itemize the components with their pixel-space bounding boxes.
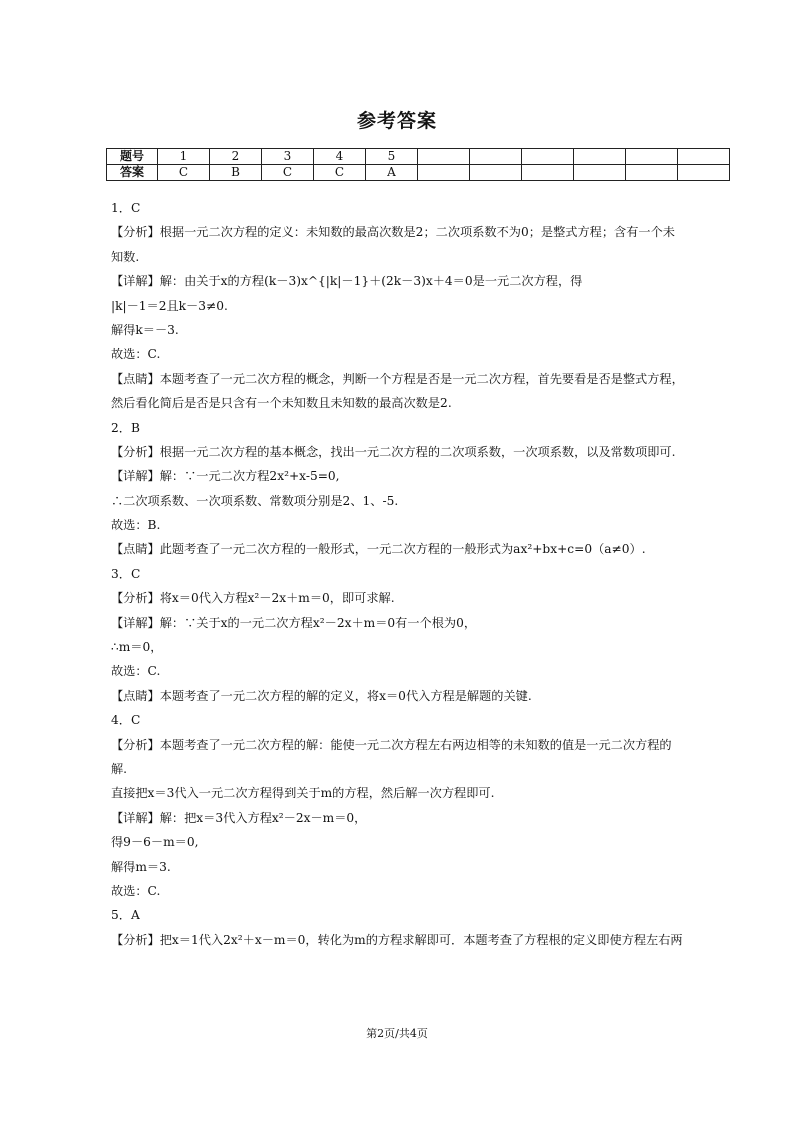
table-cell: 5 [366, 149, 418, 165]
table-header-cell: 题号 [107, 149, 158, 165]
text-line: 故选：C. [111, 883, 161, 898]
text-line: 故选：C. [111, 664, 161, 679]
text-line: 故选：B. [111, 518, 161, 533]
text-line: 解得k＝－3. [111, 322, 179, 337]
text-line: 直接把x＝3代入一元二次方程得到关于m的方程，然后解一次方程即可. [111, 786, 495, 801]
text-line: 【详解】解：由关于x的方程(k－3)x^{|k|－1}＋(2k－3)x＋4＝0是一元二次方程，得 [111, 274, 583, 289]
table-cell [626, 165, 678, 181]
text-line: 【点睛】本题考查了一元二次方程的概念，判断一个方程是否是一元二次方程，首先要看是否是整式方程， [111, 371, 684, 386]
answer-table [106, 148, 730, 181]
table-cell: C [262, 165, 314, 181]
text-line: |k|－1＝2且k－3≠0. [111, 298, 228, 313]
table-cell [522, 165, 574, 181]
text-line: 【详解】解：∵关于x的一元二次方程x²－2x＋m＝0有一个根为0， [111, 615, 477, 630]
text-line: 【点睛】本题考查了一元二次方程的解的定义，将x＝0代入方程是解题的关键. [111, 688, 532, 703]
table-cell: A [366, 165, 418, 181]
table-cell [418, 165, 470, 181]
text-line: 解得m＝3. [111, 859, 171, 874]
text-line: 5．A [111, 908, 140, 923]
text-line: 【详解】解：∵一元二次方程2x²+x-5=0, [111, 469, 340, 484]
table-cell: 3 [262, 149, 314, 165]
text-line: 【详解】解：把x＝3代入方程x²－2x－m＝0， [111, 810, 367, 825]
text-line: 1．C [111, 201, 141, 215]
text-line: 【分析】根据一元二次方程的基本概念，找出一元二次方程的二次项系数，一次项系数，以及常数项即可. [111, 444, 676, 459]
text-line: 然后看化简后是否是只含有一个未知数且未知数的最高次数是2. [111, 396, 452, 411]
text-line: 得9－6－m＝0, [111, 835, 199, 850]
text-line: 【分析】根据一元二次方程的定义：未知数的最高次数是2；二次项系数不为0；是整式方程；含有一个未 [111, 225, 675, 240]
table-cell: 1 [158, 149, 210, 165]
table-cell: C [158, 165, 210, 181]
text-line: 3．C [111, 566, 141, 581]
table-cell [470, 149, 522, 165]
table-cell [678, 165, 730, 181]
table-cell: 2 [210, 149, 262, 165]
table-header-cell: 答案 [107, 165, 158, 181]
text-line: 2．B [111, 420, 140, 435]
table-row-answers [107, 165, 730, 181]
page-title: 参考答案 [356, 110, 437, 132]
text-line: 【点睛】此题考查了一元二次方程的一般形式，一元二次方程的一般形式为ax²+bx+c=0（a≠0）. [111, 542, 646, 557]
page-footer: 第2页/共4页 [366, 1027, 428, 1040]
table-cell [626, 149, 678, 165]
table-cell: C [314, 165, 366, 181]
text-line: 【分析】将x＝0代入方程x²－2x＋m＝0，即可求解. [111, 591, 395, 606]
text-line: 【分析】把x＝1代入2x²＋x－m＝0，转化为m的方程求解即可．本题考查了方程根的定义即使方程左右两 [111, 932, 683, 947]
text-line: ∴m＝0， [111, 640, 163, 655]
text-line: 4．C [111, 713, 141, 728]
table-cell: 4 [314, 149, 366, 165]
table-cell [522, 149, 574, 165]
table-row-numbers [107, 149, 730, 165]
table-cell [574, 149, 626, 165]
table-cell [574, 165, 626, 181]
text-line: 故选：C. [111, 347, 161, 362]
text-line: 解. [111, 761, 128, 776]
table-cell [418, 149, 470, 165]
solution-text [111, 196, 689, 952]
table-cell: B [210, 165, 262, 181]
text-line: 知数. [111, 249, 140, 264]
table-cell [470, 165, 522, 181]
text-line: 【分析】本题考查了一元二次方程的解：能使一元二次方程左右两边相等的未知数的值是一元二次方程的 [111, 737, 672, 752]
table-cell [678, 149, 730, 165]
text-line: ∴二次项系数、一次项系数、常数项分别是2、1、-5. [111, 493, 399, 508]
